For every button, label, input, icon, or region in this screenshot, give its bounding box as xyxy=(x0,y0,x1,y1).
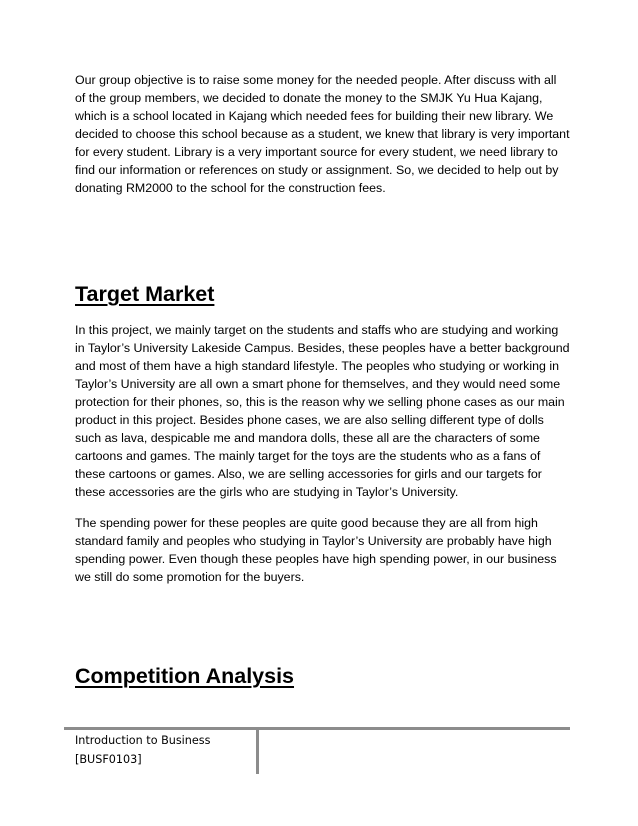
footer-vertical-divider xyxy=(256,730,259,774)
competition-analysis-heading: Competition Analysis xyxy=(75,664,295,688)
footer-course-name: Introduction to Business xyxy=(75,734,211,747)
target-market-paragraph: In this project, we mainly target on the students and staffs who are studying and working in Taylor’s University Lakeside Campus. Besides, these peoples have a better background and most of them have a high standard lifestyle. The peoples who studying or working in Taylor’s University are all own a smart phone for themselves, and they would need some protection for their phones, so, this is the reason why we selling phone cases as our main product in this project. Besides phone cases, we are also selling different type of dolls such as lava, despicable me and mandora dolls, these all are the characters of some cartoons and games. The mainly target for the toys are the students who as a fans of these cartoons or games. Also, we are selling accessories for girls and our targets for these accessories are the girls who are studying in Taylor’s University. xyxy=(75,323,570,499)
spending-power-paragraph: The spending power for these peoples are quite good because they are all from high standard family and peoples who studying in Taylor’s University are probably have high spending power. Even though these peoples have high spending power, in our business we still do some promotion for the buyers. xyxy=(75,516,557,584)
footer-divider xyxy=(64,727,570,730)
objective-paragraph: Our group objective is to raise some money for the needed people. After discuss with all of the group members, we decided to donate the money to the SMJK Yu Hua Kajang, which is a school located in Kajang which needed fees for building their new library. We decided to choose this school because as a student, we knew that library is very important for every student. Library is a very important source for every student, we need library to find our information or references on study or assignment. So, we decided to help out by donating RM2000 to the school for the construction fees. xyxy=(75,73,570,195)
footer-course-code: [BUSF0103] xyxy=(75,753,142,766)
target-market-heading: Target Market xyxy=(75,282,215,306)
